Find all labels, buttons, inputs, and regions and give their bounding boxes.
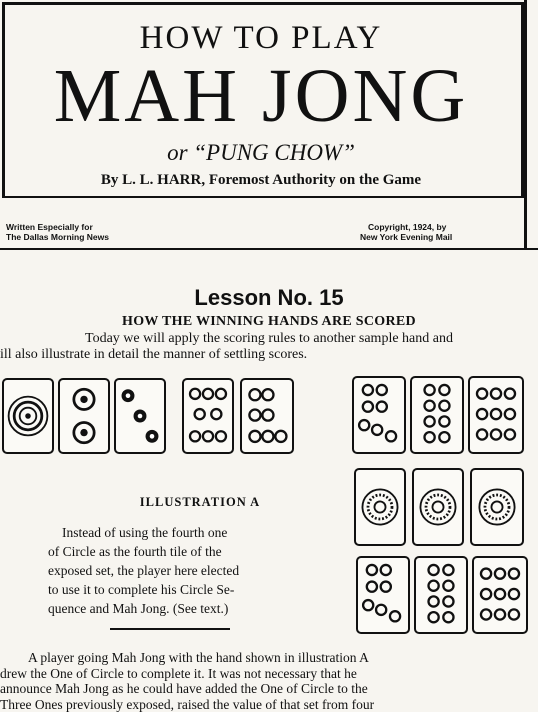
tile-five-circles xyxy=(240,378,294,454)
lesson-title: Lesson No. 15 xyxy=(194,285,344,310)
section-divider xyxy=(0,248,538,250)
caption-line-5: quence and Mah Jong. (See text.) xyxy=(48,601,229,616)
tile-eight-circles-bottom xyxy=(414,556,468,634)
tile-two-circles xyxy=(58,378,110,454)
intro-line-2: ill also illustrate in detail the manner of settling scores. xyxy=(0,347,308,362)
short-divider xyxy=(110,628,230,630)
masthead-kicker: HOW TO PLAY xyxy=(139,20,383,56)
eight-circle-icon xyxy=(416,558,466,632)
tile-one-circles-a xyxy=(354,468,406,546)
tile-one-circles-b xyxy=(412,468,464,546)
one-circle-icon xyxy=(414,470,462,544)
credit-left xyxy=(6,222,109,242)
tile-one-circles xyxy=(2,378,54,454)
body-line-3: announce Mah Jong as he could have added the One of Circle to the xyxy=(0,681,368,696)
nine-circle-icon xyxy=(474,558,526,632)
right-border xyxy=(524,0,527,250)
seven-circle-icon xyxy=(358,558,408,632)
credit-right-line2: New York Evening Mail xyxy=(360,232,453,242)
illustration-caption xyxy=(48,523,310,618)
tile-seven-circles-bottom xyxy=(356,556,410,634)
masthead-title: MAH JONG xyxy=(53,54,469,138)
one-circle-icon xyxy=(472,470,522,544)
credit-left-line2: The Dallas Morning News xyxy=(6,232,109,242)
tile-six-circles xyxy=(182,378,234,454)
credit-left-line1: Written Especially for xyxy=(6,222,93,232)
tile-one-circles-c xyxy=(470,468,524,546)
body-line-4: Three Ones previously exposed, raised the value of that set from four xyxy=(0,696,375,712)
credit-right-line1: Copyright, 1924, by xyxy=(368,222,447,232)
tile-nine-circles-top xyxy=(468,376,524,454)
tile-three-circles xyxy=(114,378,166,454)
lesson-heading: HOW THE WINNING HANDS ARE SCORED xyxy=(122,314,416,329)
intro-line-1: Today we will apply the scoring rules to another sample hand and xyxy=(85,331,453,346)
two-circle-icon xyxy=(60,380,108,452)
eight-circle-icon xyxy=(412,378,462,452)
five-circle-icon xyxy=(242,380,292,452)
body-line-1: A player going Mah Jong with the hand shown in illustration A xyxy=(28,650,369,665)
masthead-byline: By L. L. HARR, Foremost Authority on the Game xyxy=(100,172,422,188)
tile-eight-circles-top xyxy=(410,376,464,454)
tile-nine-circles-bottom xyxy=(472,556,528,634)
caption-line-1: Instead of using the fourth one xyxy=(62,525,228,540)
tile-seven-circles-top xyxy=(352,376,406,454)
caption-line-2: of Circle as the fourth tile of the xyxy=(48,544,222,559)
one-circle-icon xyxy=(356,470,404,544)
one-circle-icon xyxy=(4,380,52,452)
illustration-title: ILLUSTRATION A xyxy=(139,495,261,509)
caption-line-4: to use it to complete his Circle Se- xyxy=(48,582,235,597)
credit-right xyxy=(360,222,452,242)
seven-circle-icon xyxy=(354,378,404,452)
body-paragraph xyxy=(0,650,538,712)
body-line-2: drew the One of Circle to complete it. It was not necessary that he xyxy=(0,665,357,681)
six-circle-icon xyxy=(184,380,232,452)
nine-circle-icon xyxy=(470,378,522,452)
caption-line-3: exposed set, the player here elected xyxy=(48,563,240,578)
masthead-subtitle: or “PUNG CHOW” xyxy=(167,140,355,165)
three-circle-icon xyxy=(116,380,164,452)
